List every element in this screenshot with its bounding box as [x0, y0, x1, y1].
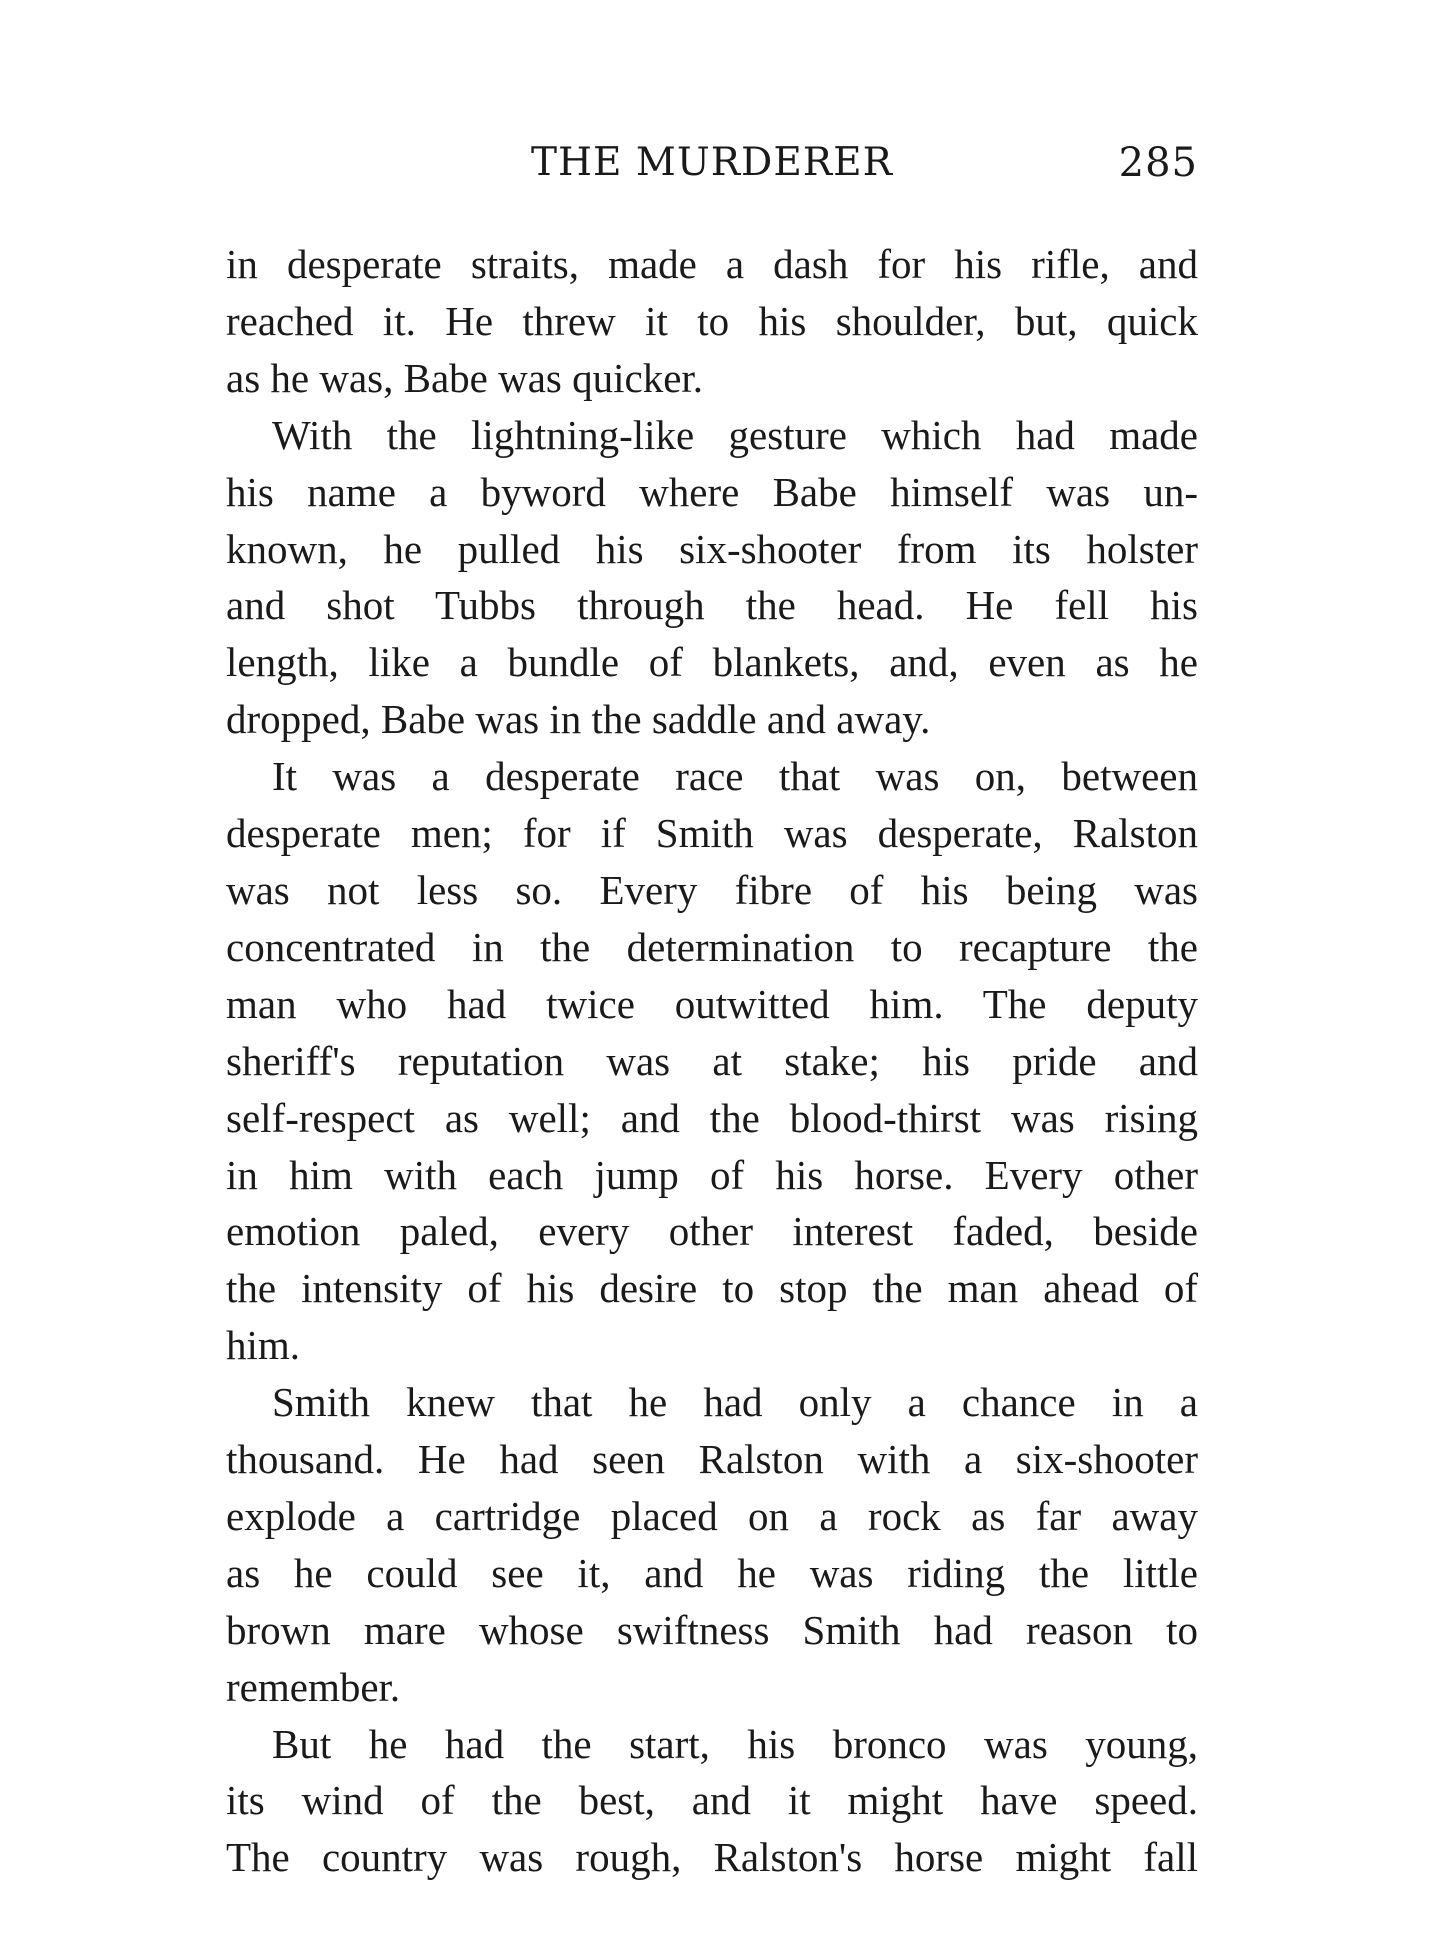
running-header [226, 140, 1198, 200]
text-line: self-respect as well; and the blood-thirst was rising [226, 1094, 1198, 1141]
paragraph [226, 236, 1198, 407]
text-line: as he could see it, and he was riding the little [226, 1549, 1198, 1596]
chapter-title: THE MURDERER [531, 140, 893, 185]
text-line: emotion paled, every other interest faded, beside [226, 1208, 1198, 1255]
text-line: But he had the start, his bronco was young, [272, 1720, 1198, 1767]
text-line: him. [226, 1322, 301, 1369]
text-line: It was a desperate race that was on, between [272, 753, 1198, 800]
text-line: in him with each jump of his horse. Every other [226, 1151, 1198, 1198]
text-line: With the lightning-like gesture which had made [272, 411, 1198, 458]
paragraph [226, 407, 1198, 748]
text-line: as he was, Babe was quicker. [226, 354, 704, 401]
text-line: its wind of the best, and it might have speed. [226, 1777, 1198, 1824]
text-line: explode a cartridge placed on a rock as far away [226, 1492, 1198, 1539]
text-line: his name a byword where Babe himself was un- [226, 468, 1198, 515]
text-line: known, he pulled his six-shooter from its holster [226, 525, 1198, 572]
text-line: thousand. He had seen Ralston with a six-shooter [226, 1436, 1198, 1483]
page-number: 285 [1118, 140, 1198, 186]
text-line: The country was rough, Ralston's horse might fall [226, 1834, 1198, 1881]
text-line: sheriff's reputation was at stake; his pride and [226, 1037, 1198, 1084]
text-line: reached it. He threw it to his shoulder, but, quick [226, 297, 1198, 344]
text-line: remember. [226, 1663, 401, 1710]
text-line: dropped, Babe was in the saddle and away. [226, 696, 931, 743]
paragraph [226, 748, 1198, 1374]
text-line: Smith knew that he had only a chance in a [272, 1379, 1198, 1426]
text-line: the intensity of his desire to stop the man ahead of [226, 1265, 1198, 1312]
text-line: was not less so. Every fibre of his being was [226, 866, 1198, 913]
body-text [226, 236, 1198, 1886]
text-line: man who had twice outwitted him. The deputy [226, 980, 1198, 1027]
text-line: and shot Tubbs through the head. He fell his [226, 582, 1198, 629]
text-line: in desperate straits, made a dash for his rifle, and [226, 241, 1198, 287]
paragraph [226, 1374, 1198, 1715]
text-line: concentrated in the determination to recapture the [226, 923, 1198, 970]
paragraph [226, 1716, 1198, 1887]
text-line: length, like a bundle of blankets, and, even as he [226, 639, 1198, 686]
text-line: desperate men; for if Smith was desperate, Ralston [226, 810, 1198, 857]
text-line: brown mare whose swiftness Smith had reason to [226, 1606, 1198, 1653]
